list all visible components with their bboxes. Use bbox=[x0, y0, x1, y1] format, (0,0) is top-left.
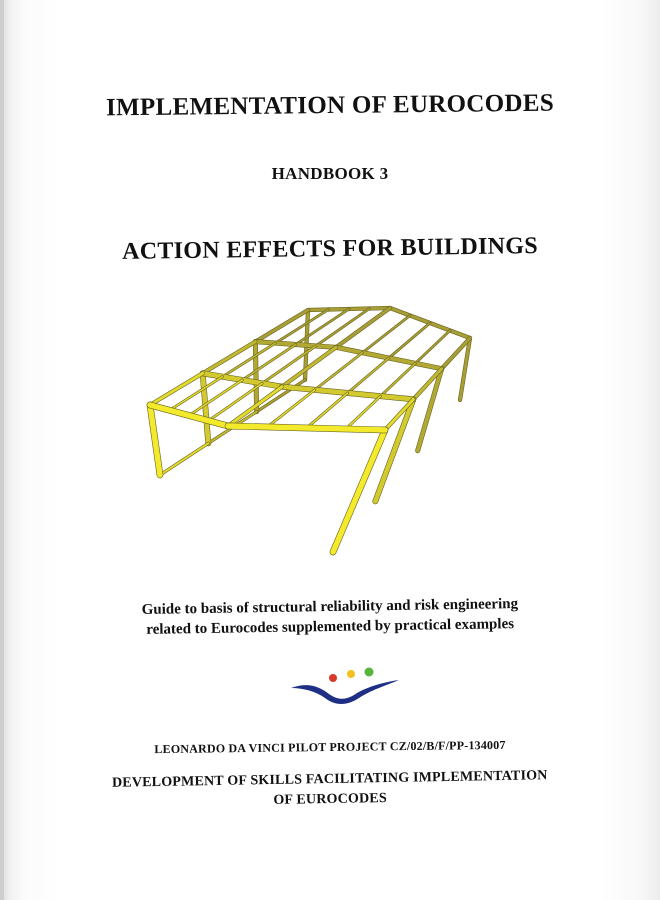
frame-column bbox=[203, 373, 209, 443]
frame-purlin bbox=[255, 310, 308, 342]
frame-purlin bbox=[242, 345, 295, 381]
frame-purlin bbox=[170, 377, 223, 411]
steel-frame-illustration bbox=[0, 290, 660, 570]
frame-ground bbox=[160, 443, 208, 475]
frame-purlin bbox=[415, 331, 450, 364]
logo-dot-green bbox=[365, 668, 374, 677]
frame-purlin bbox=[189, 380, 242, 416]
frame-column bbox=[150, 405, 160, 475]
frame-purlin bbox=[262, 346, 316, 383]
handbook-number: HANDBOOK 3 bbox=[271, 164, 389, 183]
guide-description bbox=[0, 592, 660, 642]
frame-purlin bbox=[348, 358, 389, 393]
project-reference: LEONARDO DA VINCI PILOT PROJECT CZ/02/B/F/PP-134007 bbox=[154, 737, 506, 757]
logo-swoosh bbox=[291, 680, 399, 704]
programme-logo bbox=[285, 660, 405, 710]
frame-purlin bbox=[346, 396, 381, 429]
project-title-line-1: DEVELOPMENT OF SKILLS FACILITATING IMPLEMENTATION bbox=[111, 768, 548, 791]
guide-line-1: Guide to basis of structural reliability and risk engineering bbox=[141, 596, 519, 618]
building-frame bbox=[150, 308, 470, 552]
frame-purlin bbox=[223, 343, 276, 377]
frame-column bbox=[375, 399, 413, 501]
frame-column bbox=[255, 342, 256, 412]
frame-purlin bbox=[381, 363, 416, 396]
project-title-line-2: OF EUROCODES bbox=[273, 791, 388, 808]
frame-purlin bbox=[203, 342, 256, 374]
handbook-subject: ACTION EFFECTS FOR BUILDINGS bbox=[121, 233, 539, 265]
frame-purlin bbox=[307, 393, 348, 428]
document-title: IMPLEMENTATION OF EUROCODES bbox=[105, 89, 555, 122]
frame-purlin bbox=[267, 390, 315, 427]
frame-purlin bbox=[150, 373, 203, 405]
logo-dot-yellow bbox=[347, 670, 355, 678]
logo-dot-red bbox=[329, 674, 337, 682]
project-title bbox=[0, 764, 660, 816]
guide-line-2: related to Eurocodes supplemented by practical examples bbox=[146, 616, 515, 638]
